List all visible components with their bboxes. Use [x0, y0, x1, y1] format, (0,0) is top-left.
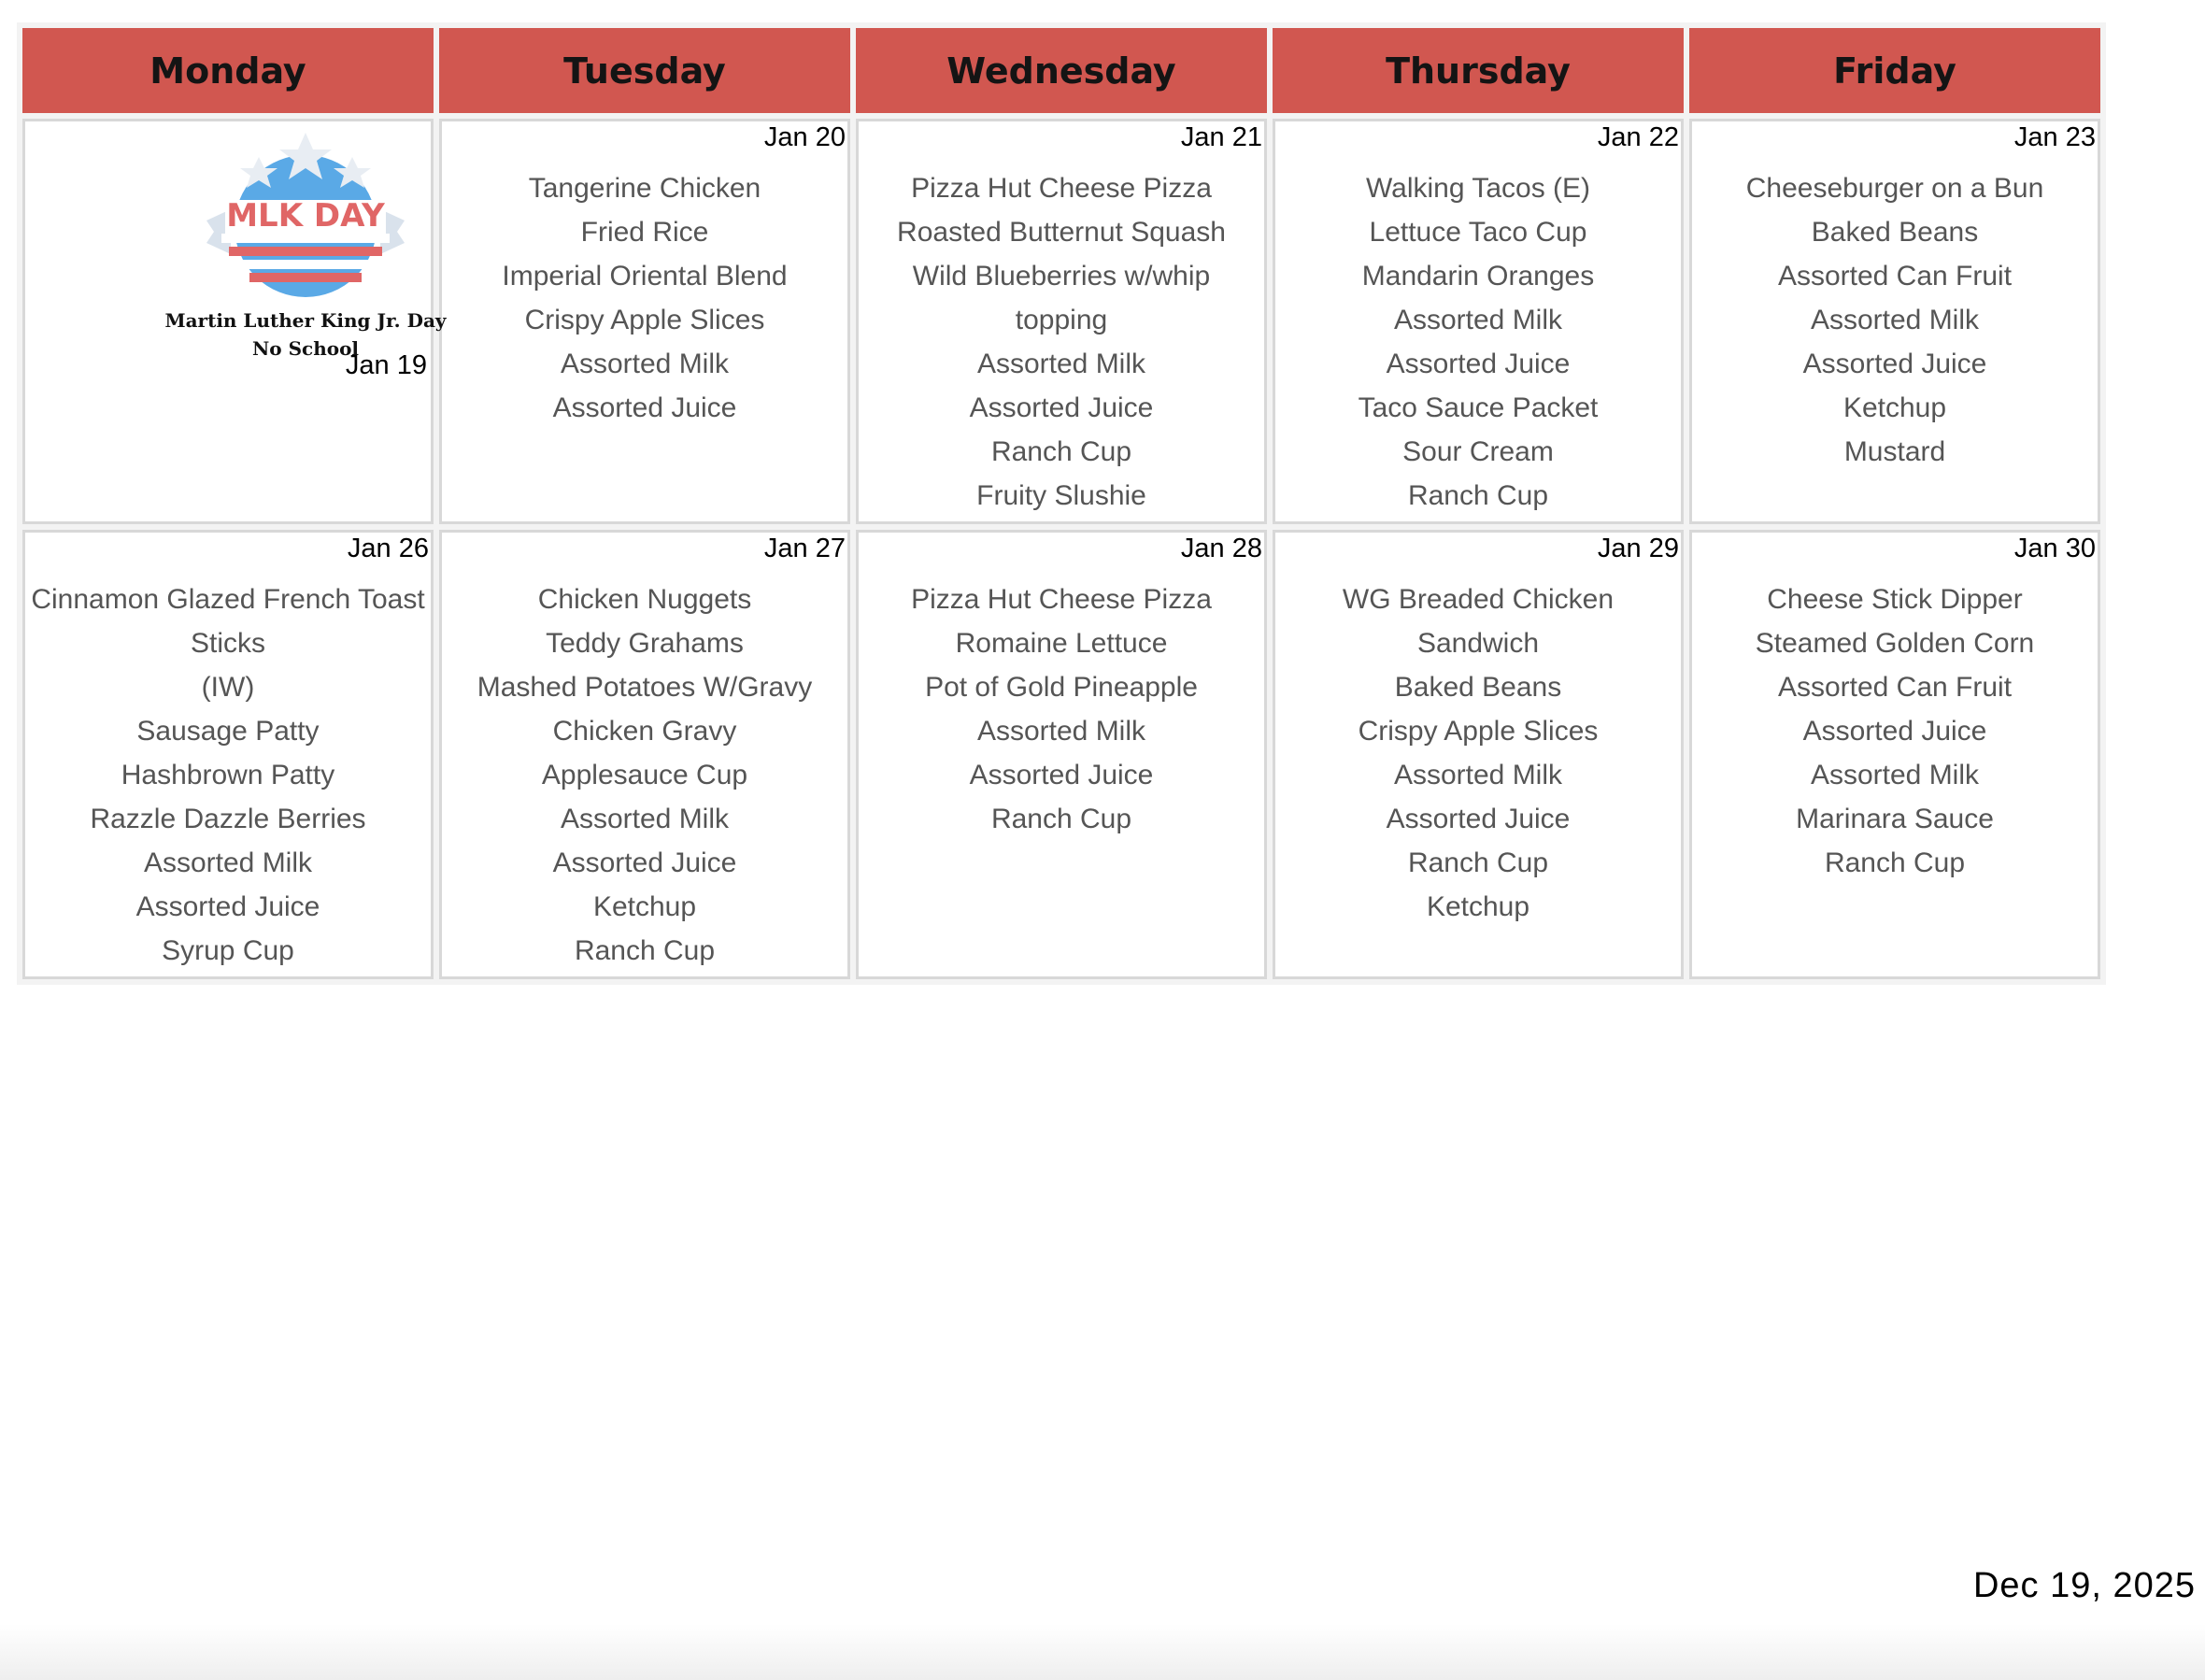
- menu-item-list: [859, 577, 1264, 841]
- mlk-logo-text: MLK DAY: [226, 197, 385, 235]
- day-date: Jan 19: [345, 350, 427, 380]
- menu-item: Sausage Patty: [136, 715, 320, 747]
- day-date: Jan 29: [1597, 533, 1679, 563]
- day-date: Jan 26: [347, 533, 429, 563]
- menu-item: Assorted Juice: [135, 890, 320, 922]
- menu-item: Pizza Hut Cheese Pizza: [911, 173, 1212, 204]
- page-bottom-shadow: [0, 1624, 2205, 1680]
- day-cell-jan-22: [1273, 119, 1684, 524]
- menu-item: Mashed Potatoes W/Gravy: [477, 671, 813, 703]
- menu-item: Taco Sauce Packet: [1358, 392, 1599, 423]
- day-cell-jan-21: [856, 119, 1267, 524]
- menu-item: Assorted Juice: [552, 392, 737, 423]
- menu-item: Assorted Milk: [143, 847, 313, 878]
- menu-item-list: [1275, 577, 1681, 929]
- menu-item: Fruity Slushie: [976, 480, 1146, 511]
- menu-item: Baked Beans: [1394, 671, 1562, 703]
- printed-date: Dec 19, 2025: [1972, 1566, 2196, 1605]
- day-cell-jan-20: [439, 119, 850, 524]
- day-cell-jan-27: [439, 530, 850, 979]
- menu-item: Teddy Grahams: [546, 627, 744, 659]
- menu-item-list: [442, 577, 847, 973]
- header-friday: Friday: [1689, 28, 2100, 113]
- menu-item: Fried Rice: [580, 217, 709, 248]
- menu-item: Ranch Cup: [574, 934, 716, 966]
- menu-item: Razzle Dazzle Berries: [90, 803, 366, 834]
- menu-item: Ranch Cup: [990, 436, 1132, 467]
- menu-item: Tangerine Chicken: [528, 173, 761, 204]
- holiday-title: Martin Luther King Jr. Day: [164, 309, 447, 332]
- day-date: Jan 22: [1597, 122, 1679, 152]
- menu-item: Assorted Milk: [560, 803, 730, 834]
- menu-item: Ranch Cup: [1407, 480, 1549, 511]
- menu-item: Assorted Juice: [969, 759, 1154, 790]
- menu-item: Assorted Milk: [1393, 759, 1563, 790]
- header-monday: Monday: [22, 28, 434, 113]
- menu-item: Crispy Apple Slices: [524, 305, 765, 335]
- menu-item: Hashbrown Patty: [121, 759, 335, 790]
- day-cell-jan-26: [22, 530, 434, 979]
- day-date: Jan 20: [763, 122, 846, 152]
- menu-item: Marinara Sauce: [1796, 803, 1994, 834]
- menu-item-list: [442, 166, 847, 430]
- menu-item: Pot of Gold Pineapple: [925, 671, 1198, 703]
- menu-item: Walking Tacos (E): [1365, 173, 1591, 204]
- day-date: Jan 21: [1180, 122, 1262, 152]
- day-cell-jan-30: [1689, 530, 2100, 979]
- menu-item: Imperial Oriental Blend: [502, 261, 788, 292]
- menu-item: (IW): [201, 671, 255, 703]
- menu-item: topping: [1015, 305, 1108, 335]
- menu-item: Assorted Juice: [1802, 715, 1987, 747]
- menu-item-list: [1692, 166, 2098, 474]
- menu-item: Assorted Milk: [1810, 759, 1980, 790]
- menu-item: Ranch Cup: [990, 803, 1132, 834]
- menu-item: Roasted Butternut Squash: [897, 217, 1226, 248]
- menu-item: Assorted Juice: [1386, 803, 1571, 834]
- menu-item: Assorted Milk: [1393, 305, 1563, 335]
- menu-item: Baked Beans: [1811, 217, 1979, 248]
- menu-item: Chicken Gravy: [552, 715, 737, 747]
- holiday-note: No School: [251, 337, 360, 360]
- menu-calendar: [17, 22, 2106, 985]
- menu-item: Lettuce Taco Cup: [1369, 217, 1587, 248]
- week-row: [22, 530, 2100, 979]
- day-cell-jan-29: [1273, 530, 1684, 979]
- menu-item: Sour Cream: [1402, 436, 1554, 467]
- menu-item: Assorted Milk: [560, 349, 730, 379]
- menu-item: Ketchup: [1842, 392, 1947, 423]
- header-tuesday: Tuesday: [439, 28, 850, 113]
- day-cell-jan-28: [856, 530, 1267, 979]
- menu-item-list: [1275, 166, 1681, 518]
- menu-item: Wild Blueberries w/whip: [912, 261, 1211, 292]
- menu-item-list: [859, 166, 1264, 518]
- menu-item: Assorted Can Fruit: [1777, 261, 2013, 292]
- day-date: Jan 28: [1180, 533, 1262, 563]
- week-row: [22, 119, 2100, 524]
- menu-item: Ranch Cup: [1407, 847, 1549, 878]
- menu-item: Cheeseburger on a Bun: [1745, 173, 2044, 204]
- day-cell-jan-19: [22, 119, 447, 524]
- header-wednesday: Wednesday: [856, 28, 1267, 113]
- menu-item: Pizza Hut Cheese Pizza: [911, 583, 1212, 615]
- menu-item: Assorted Milk: [976, 715, 1146, 747]
- header-thursday: Thursday: [1273, 28, 1684, 113]
- menu-item: Mandarin Oranges: [1361, 261, 1595, 292]
- menu-item: Assorted Can Fruit: [1777, 671, 2013, 703]
- menu-item: Chicken Nuggets: [537, 583, 752, 615]
- menu-item: Assorted Juice: [1802, 349, 1987, 379]
- menu-item: Ranch Cup: [1824, 847, 1966, 878]
- day-date: Jan 30: [2013, 533, 2096, 563]
- menu-item: Syrup Cup: [162, 934, 294, 966]
- menu-item: Cheese Stick Dipper: [1767, 583, 2023, 615]
- menu-item: Assorted Milk: [976, 349, 1146, 379]
- menu-item: Assorted Juice: [969, 392, 1154, 423]
- menu-item: Applesauce Cup: [541, 759, 748, 790]
- menu-item-list: [1692, 577, 2098, 885]
- menu-item: Cinnamon Glazed French Toast Sticks: [31, 583, 425, 659]
- mlk-day-badge-icon: [193, 129, 418, 297]
- day-date: Jan 27: [763, 533, 846, 563]
- menu-item: Mustard: [1843, 436, 1946, 467]
- menu-item: Romaine Lettuce: [955, 627, 1168, 659]
- menu-item: Assorted Juice: [1386, 349, 1571, 379]
- menu-item: Sandwich: [1416, 627, 1540, 659]
- menu-item: Ketchup: [1426, 890, 1530, 922]
- menu-item: Crispy Apple Slices: [1358, 715, 1599, 747]
- menu-item: Assorted Juice: [552, 847, 737, 878]
- weekday-header-row: [22, 28, 2100, 113]
- menu-item: WG Breaded Chicken: [1342, 583, 1615, 615]
- menu-item: Steamed Golden Corn: [1755, 627, 2035, 659]
- menu-item: Assorted Milk: [1810, 305, 1980, 335]
- day-cell-jan-23: [1689, 119, 2100, 524]
- menu-item: Ketchup: [592, 890, 697, 922]
- menu-item-list: [25, 577, 431, 973]
- day-date: Jan 23: [2013, 122, 2096, 152]
